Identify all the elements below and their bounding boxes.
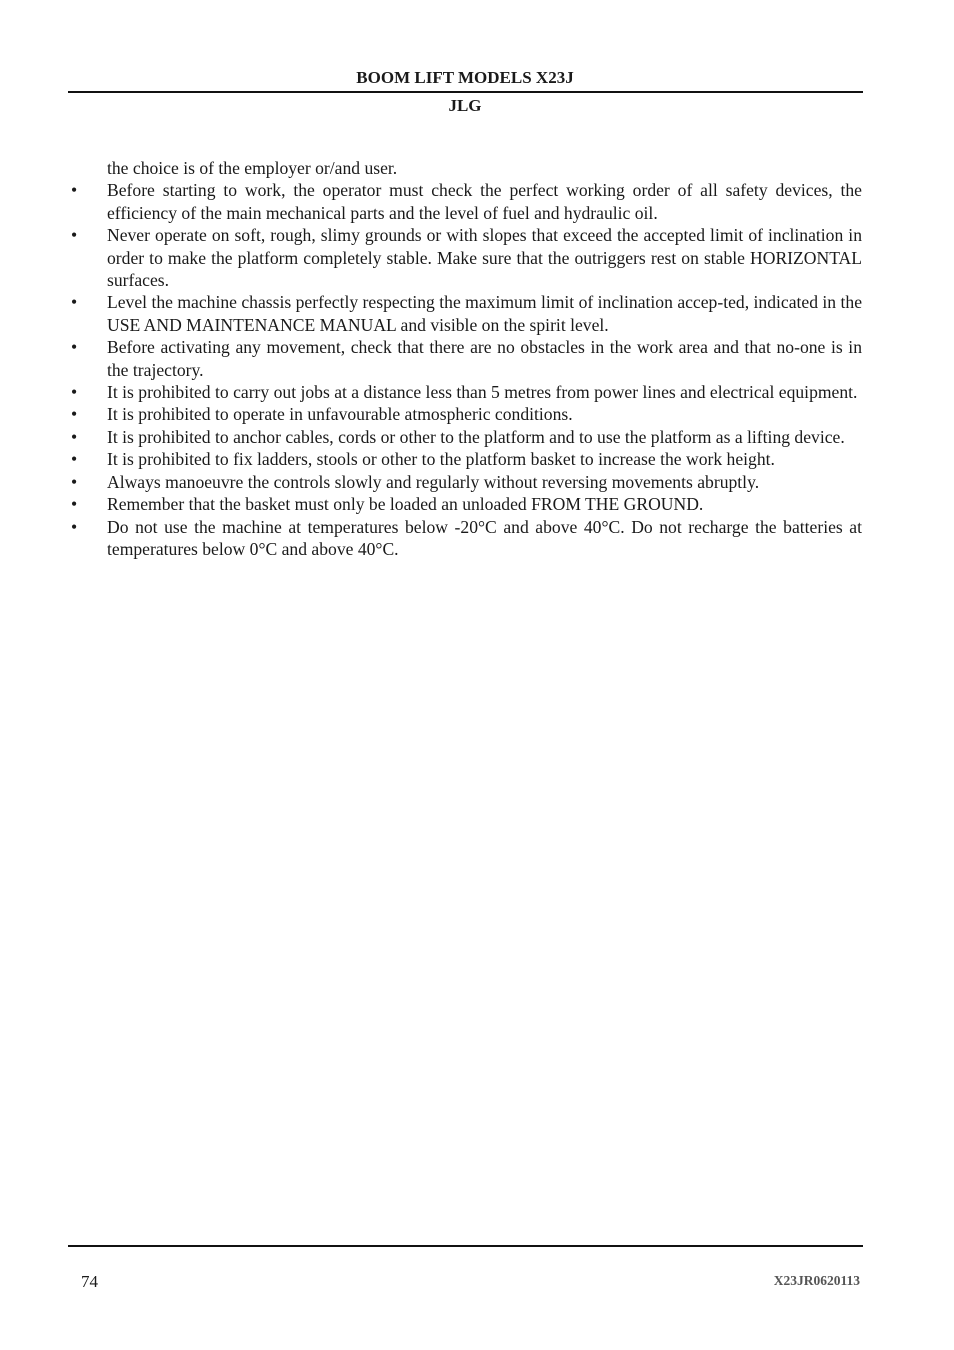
list-item <box>68 291 862 336</box>
safety-rules-list <box>68 179 862 560</box>
list-item-text: Never operate on soft, rough, slimy grounds or with slopes that exceed the accepted limit of inclination in order to make the platform completely stable. Make sure that the outriggers rest on stable HORIZONTAL surfaces. <box>107 225 862 291</box>
document-code: X23JR0620113 <box>773 1273 860 1288</box>
bullet-icon: • <box>71 382 78 403</box>
bullet-icon: • <box>71 426 78 447</box>
list-item-text: It is prohibited to carry out jobs at a distance less than 5 metres from power lines and electrical equipment. <box>107 382 858 403</box>
bullet-icon: • <box>71 404 78 425</box>
list-item-text: Remember that the basket must only be loaded an unloaded FROM THE GROUND. <box>107 494 704 515</box>
footer-divider <box>68 1245 863 1247</box>
list-item <box>68 336 862 381</box>
list-item-text: Always manoeuvre the controls slowly and regularly without reversing movements abruptly. <box>107 471 760 492</box>
list-item-text: It is prohibited to operate in unfavourable atmospheric conditions. <box>107 404 573 425</box>
continuation-text: the choice is of the employer or/and user. <box>107 158 398 178</box>
header-divider <box>68 91 863 93</box>
bullet-icon: • <box>71 494 78 515</box>
list-item <box>68 224 862 291</box>
list-item-text: Before starting to work, the operator must check the perfect working order of all safety devices, the efficiency of the main mechanical parts and the level of fuel and hydraulic oil. <box>107 180 862 223</box>
bullet-icon: • <box>71 180 78 201</box>
list-item <box>68 179 862 224</box>
header-title: BOOM LIFT MODELS X23J <box>356 68 574 87</box>
list-item <box>68 516 862 561</box>
list-item <box>68 448 862 470</box>
list-item <box>68 493 862 515</box>
page-content <box>68 157 862 560</box>
list-item-text: Do not use the machine at temperatures below -20°C and above 40°C. Do not recharge the batteries at temperatures below 0°C and above 40°C. <box>107 516 862 559</box>
header-subtitle: JLG <box>448 96 482 115</box>
page-number: 74 <box>81 1272 98 1291</box>
list-item <box>68 381 862 403</box>
list-item <box>68 426 862 448</box>
bullet-icon: • <box>71 516 78 537</box>
bullet-icon: • <box>71 225 78 246</box>
list-item-text: It is prohibited to anchor cables, cords or other to the platform and to use the platform as a lifting device. <box>107 426 845 447</box>
bullet-icon: • <box>71 337 78 358</box>
list-item <box>68 403 862 425</box>
list-item-text: It is prohibited to fix ladders, stools or other to the platform basket to increase the work height. <box>107 449 775 470</box>
list-item-text: Before activating any movement, check that there are no obstacles in the work area and that no-one is in the trajectory. <box>107 337 862 380</box>
list-item <box>68 471 862 493</box>
bullet-icon: • <box>71 471 78 492</box>
bullet-icon: • <box>71 292 78 313</box>
bullet-icon: • <box>71 449 78 470</box>
list-item-text: Level the machine chassis perfectly respecting the maximum limit of inclination accep-ted, indicated in the USE AND MAINTENANCE MANUAL and visible on the spirit level. <box>107 292 862 335</box>
